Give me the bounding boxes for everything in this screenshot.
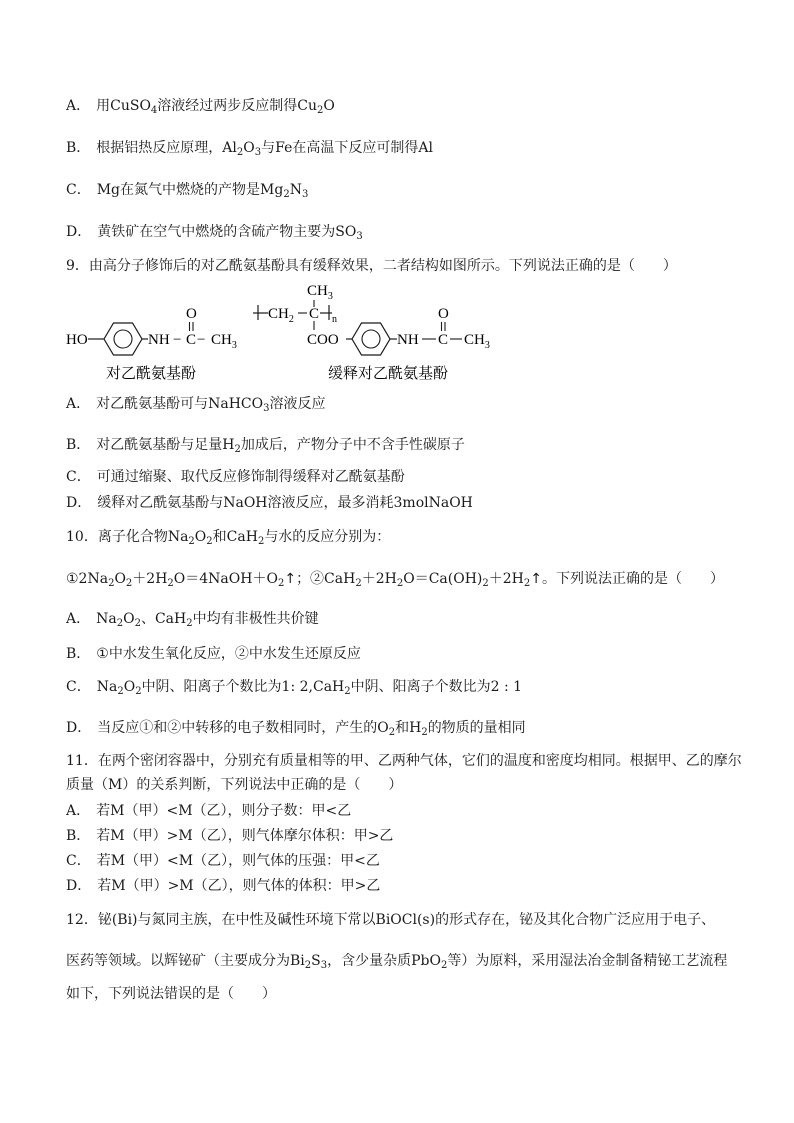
q9-option-a: A． 对乙酰氨基酚可与NaHCO$_3$溶液反应 [66, 396, 326, 414]
q12-stem-line-3: 如下，下列说法错误的是（ ） [66, 986, 276, 1002]
q9-stem: 9．由高分子修饰后的对乙酰氨基酚具有缓释效果，二者结构如图所示。下列说法正确的是（ ） [66, 258, 677, 274]
q11-option-d: D． 若M（甲）>M（乙），则气体的体积：甲>乙 [66, 878, 381, 894]
sustained-release-caption: 缓释对乙酰氨基酚 [328, 364, 449, 382]
q11-stem-line-2: 质量（M）的关系判断，下列说法中正确的是（ ） [66, 777, 403, 793]
carbonyl-oxygen-label: O [438, 306, 449, 322]
bond-dash: − [173, 332, 182, 348]
carbonyl-carbon-label: C [186, 332, 197, 348]
acetaminophen-structure [66, 306, 237, 382]
q11-option-c: C． 若M（甲）<M（乙），则气体的压强：甲<乙 [66, 853, 380, 869]
q9-option-b: B． 对乙酰氨基酚与足量$H_2$加成后，产物分子中不含手性碳原子 [66, 437, 465, 455]
q11-option-b: B． 若M（甲）>M（乙），则气体摩尔体积：甲>乙 [66, 828, 394, 844]
carbonyl-carbon-label: C [438, 332, 449, 348]
sustained-release-structure [253, 283, 490, 382]
repeat-unit-n: n [332, 314, 337, 325]
ester-group-label: COO [307, 332, 339, 348]
q10-option-c: C． $Na_2O_2$中阴、阳离子个数比为1: 2,CaH$_2$中阴、阳离子个数比为2 : 1 [66, 679, 523, 697]
ho-group-label: HO [66, 332, 88, 348]
acetaminophen-caption: 对乙酰氨基酚 [106, 364, 197, 382]
methyl-group-label: $CH_3$ [464, 332, 490, 351]
q8-option-a: A． 用CuSO$_4$溶液经过两步反应制得$Cu_2O$ [66, 98, 335, 116]
q11-stem-line-1: 11．在两个密闭容器中，分别充有质量相等的甲、乙两种气体，它们的温度和密度均相同。根据甲、乙的摩尔 [66, 753, 742, 769]
q11-option-a: A． 若M（甲）<M（乙），则分子数：甲<乙 [66, 803, 352, 819]
methyl-group-label: $CH_3$ [211, 332, 237, 351]
q10-stem: 10．离子化合物$Na_2O_2$和CaH$_2$与水的反应分别为： [66, 529, 391, 547]
q10-option-a: A． $Na_2O_2$、CaH$_2$中均有非极性共价键 [66, 611, 319, 629]
gas-arrow-icon: ↑ [530, 571, 542, 587]
q10-option-b: B． ①中水发生氧化反应，②中水发生还原反应 [66, 646, 361, 662]
q12-stem-line-1: 12．铋(Bi)与氮同主族，在中性及碱性环境下常以BiOCl(s)的形式存在，铋及其化合物广泛应用于电子、 [66, 912, 716, 928]
q12-stem-line-2: 医药等领域。以辉铋矿（主要成分为$Bi_2S_3$，含少量杂质PbO$_2$等）为原料，采用湿法冶金制备精铋工艺流程 [66, 953, 728, 971]
bond-dash: − [197, 332, 206, 348]
benzene-ring-1 [104, 323, 142, 355]
carbonyl-oxygen-label: O [186, 306, 197, 322]
quaternary-carbon-label: C [309, 306, 320, 322]
q9-option-d: D． 缓释对乙酰氨基酚与NaOH溶液反应，最多消耗3molNaOH [66, 495, 473, 511]
gas-arrow-icon: ↑ [284, 571, 297, 587]
q8-option-d: D． 黄铁矿在空气中燃烧的含硫产物主要为$SO_3$ [66, 224, 363, 242]
q8-option-c: C． Mg在氮气中燃烧的产物是$Mg_2N_3$ [66, 182, 309, 200]
q10-equations: $①2Na_2O_2+2H_2O=4NaOH+O_2↑$；$②CaH_2+2H_2O=Ca(OH)_2+2H_2↑$。下列说法正确的是（ ） [66, 571, 724, 589]
q9-structure-diagram [0, 275, 794, 390]
benzene-ring-2 [352, 323, 390, 355]
q9-option-c: C． 可通过缩聚、取代反应修饰制得缓释对乙酰氨基酚 [66, 469, 405, 485]
q8-option-b: B． 根据铝热反应原理，$Al_2O_3$与Fe在高温下反应可制得Al [66, 140, 433, 158]
side-methyl-label: $CH_3$ [307, 283, 333, 302]
nh-group-label: NH [148, 332, 170, 348]
ch2-group-label: $CH_2$ [268, 306, 294, 325]
nh-group-label: NH [397, 332, 419, 348]
q10-option-d: D． 当反应①和②中转移的电子数相同时，产生的$O_2$和$H_2$的物质的量相同 [66, 720, 526, 738]
